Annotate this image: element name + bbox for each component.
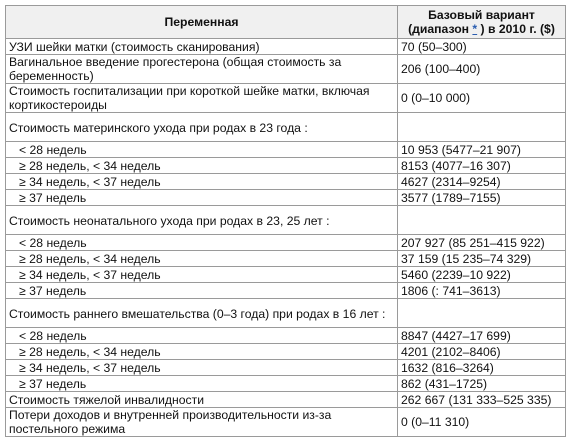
section-label: Стоимость раннего вмешательства (0–3 года) при родах в 16 лет : — [6, 299, 398, 328]
row-label: ≥ 37 недель — [6, 190, 398, 206]
table-row — [6, 174, 566, 190]
row-label: ≥ 28 недель, < 34 недель — [6, 344, 398, 360]
section-label: Стоимость материнского ухода при родах в 23 года : — [6, 113, 398, 142]
row-label: ≥ 37 недель — [6, 376, 398, 392]
footnote-link[interactable]: * — [472, 22, 478, 36]
row-value — [398, 113, 566, 142]
table-body — [6, 39, 566, 437]
table-row — [6, 251, 566, 267]
row-value: 3577 (1789–7155) — [398, 190, 566, 206]
row-value: 8847 (4427–17 699) — [398, 328, 566, 344]
table-row — [6, 142, 566, 158]
row-label: Потери доходов и внутренней производительности из-за постельного режима — [6, 408, 398, 437]
table-row — [6, 392, 566, 408]
row-value: 206 (100–400) — [398, 55, 566, 84]
section-row — [6, 299, 566, 328]
row-value: 4627 (2314–9254) — [398, 174, 566, 190]
row-label: ≥ 34 недель, < 37 недель — [6, 360, 398, 376]
cost-table — [5, 5, 566, 437]
row-label: Стоимость тяжелой инвалидности — [6, 392, 398, 408]
row-value — [398, 206, 566, 235]
table-row — [6, 190, 566, 206]
section-row — [6, 113, 566, 142]
table-row — [6, 283, 566, 299]
row-value: 4201 (2102–8406) — [398, 344, 566, 360]
row-value: 8153 (4077–16 307) — [398, 158, 566, 174]
table-row — [6, 328, 566, 344]
row-value: 1632 (816–3264) — [398, 360, 566, 376]
table-row — [6, 360, 566, 376]
section-row — [6, 206, 566, 235]
header-row — [6, 6, 566, 39]
row-label: ≥ 34 недель, < 37 недель — [6, 267, 398, 283]
header-variable: Переменная — [6, 6, 398, 39]
row-value: 262 667 (131 333–525 335) — [398, 392, 566, 408]
section-label: Стоимость неонатального ухода при родах в 23, 25 лет : — [6, 206, 398, 235]
row-value: 862 (431–1725) — [398, 376, 566, 392]
row-value: 1806 (: 741–3613) — [398, 283, 566, 299]
table-row — [6, 344, 566, 360]
table-row — [6, 235, 566, 251]
row-label: < 28 недель — [6, 235, 398, 251]
row-value: 0 (0–11 310) — [398, 408, 566, 437]
row-label: < 28 недель — [6, 142, 398, 158]
header-base-value-line1: Базовый вариант — [428, 8, 535, 22]
row-label: ≥ 34 недель, < 37 недель — [6, 174, 398, 190]
header-base-value — [398, 6, 566, 39]
row-value: 0 (0–10 000) — [398, 84, 566, 113]
row-label: ≥ 28 недель, < 34 недель — [6, 251, 398, 267]
row-value: 70 (50–300) — [398, 39, 566, 55]
row-label: ≥ 37 недель — [6, 283, 398, 299]
row-label: Вагинальное введение прогестерона (общая стоимость за беременность) — [6, 55, 398, 84]
table-row — [6, 158, 566, 174]
row-label: УЗИ шейки матки (стоимость сканирования) — [6, 39, 398, 55]
row-label: Стоимость госпитализации при короткой шейке матки, включая кортикостероиды — [6, 84, 398, 113]
table-row — [6, 267, 566, 283]
row-value: 207 927 (85 251–415 922) — [398, 235, 566, 251]
table-row — [6, 84, 566, 113]
table-header — [6, 6, 566, 39]
row-value: 37 159 (15 235–74 329) — [398, 251, 566, 267]
row-value — [398, 299, 566, 328]
table-row — [6, 39, 566, 55]
row-label: < 28 недель — [6, 328, 398, 344]
row-label: ≥ 28 недель, < 34 недель — [6, 158, 398, 174]
table-row — [6, 55, 566, 84]
header-base-value-pre: (диапазон — [408, 22, 473, 36]
table-row — [6, 408, 566, 437]
header-base-value-post: ) в 2010 г. ($) — [477, 22, 555, 36]
table-row — [6, 376, 566, 392]
row-value: 10 953 (5477–21 907) — [398, 142, 566, 158]
row-value: 5460 (2239–10 922) — [398, 267, 566, 283]
